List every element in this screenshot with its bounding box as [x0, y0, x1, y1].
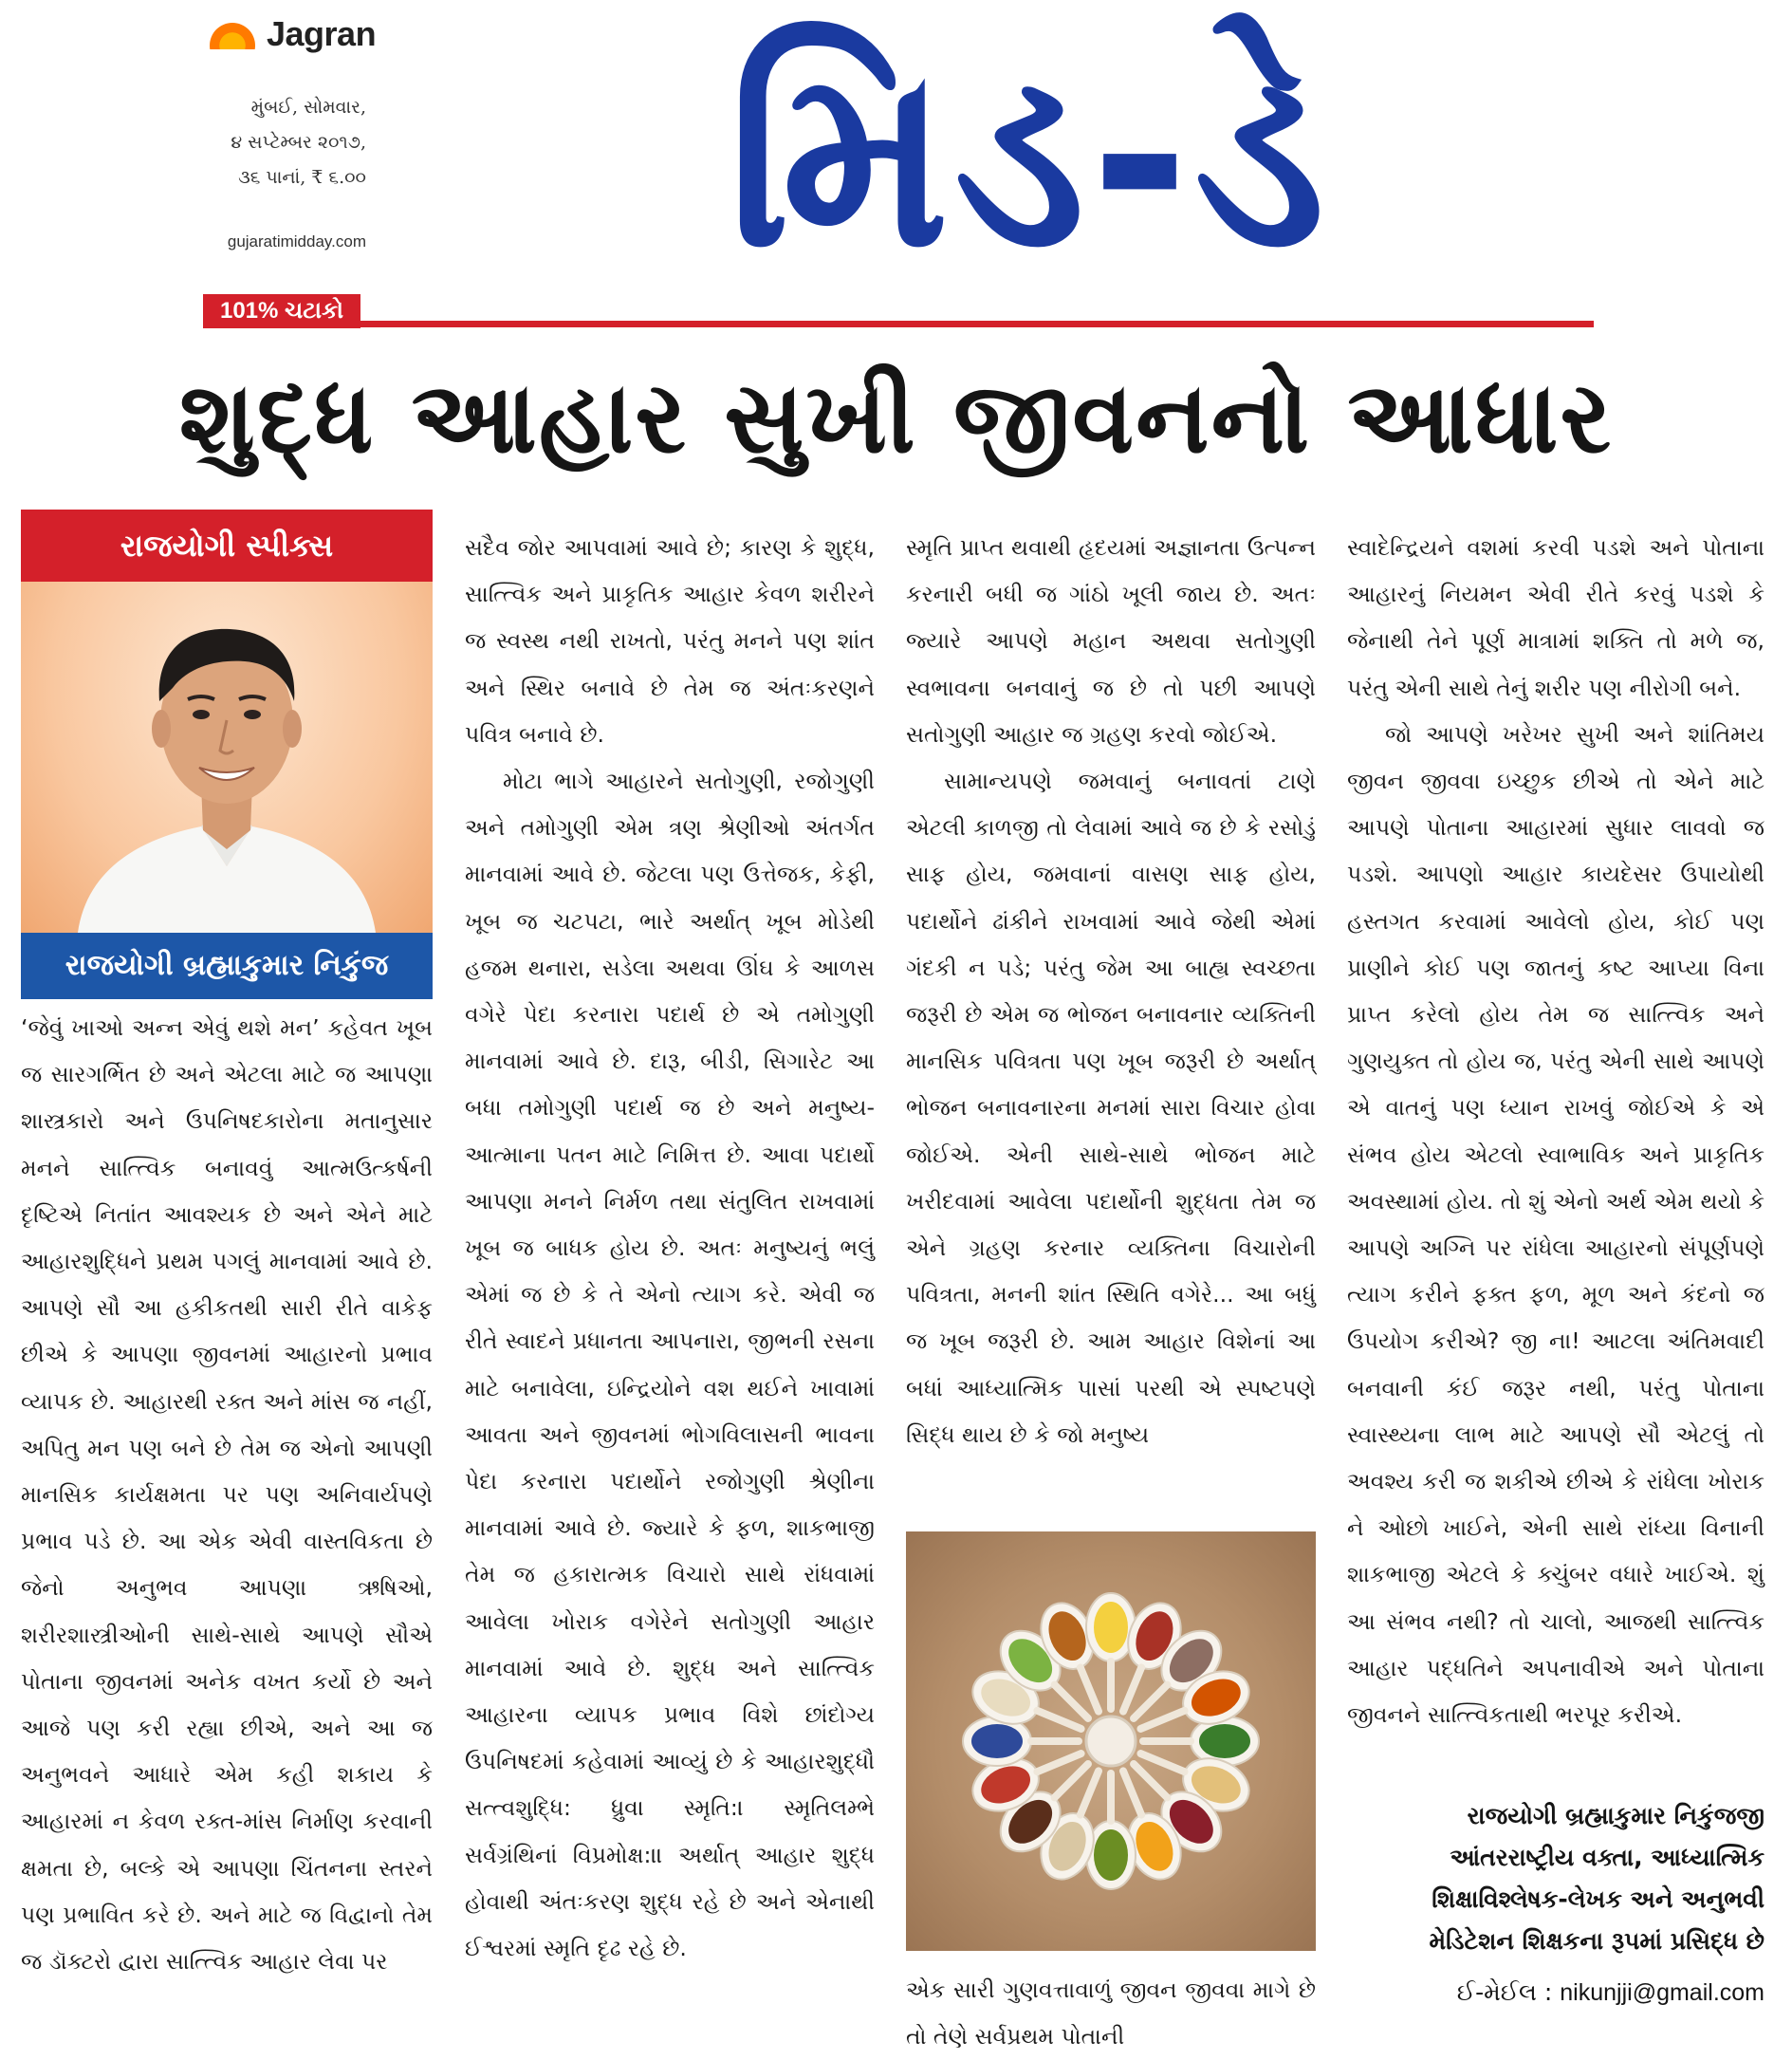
- food-bowls-icon: [906, 1531, 1316, 1951]
- signoff-name: રાજયોગી બ્રહ્માકુમાર નિકુંજજી: [1467, 1802, 1764, 1829]
- food-bowls-photo: [906, 1531, 1316, 1951]
- author-box: [21, 510, 433, 999]
- article-column-1: [21, 1005, 433, 1985]
- article-headline: શુદ્ધ આહાર સુખી જીવનનો આધાર: [178, 360, 1614, 475]
- article-paragraph: સ્વાદેન્દ્રિયને વશમાં કરવી પડશે અને પોતાના આહારનું નિયમન એવી રીતે કરવું પડશે કે જેનાથી તેને પૂર્ણ માત્રામાં શક્તિ તો મળે જ, પરંતુ એની સાથે તેનું શરીર પણ નીરોગી બને.: [1347, 534, 1764, 701]
- column-tag: રાજયોગી સ્પીક્સ: [21, 510, 433, 582]
- signoff-title-1: આંતરરાષ્ટ્રીય વક્તા, આધ્યાત્મિક: [1450, 1844, 1764, 1871]
- email-address[interactable]: nikunjji@gmail.com: [1560, 1979, 1764, 2006]
- article-column-4: [1347, 525, 1764, 1738]
- article-paragraph: એક સારી ગુણવત્તાવાળું જીવન જીવવા માગે છે તો તેણે સર્વપ્રથમ પોતાની: [906, 1976, 1316, 2051]
- article-paragraph: મોટા ભાગે આહારને સતોગુણી, રજોગુણી અને તમોગુણી એમ ત્રણ શ્રેણીઓ અંતર્ગત માનવામાં આવે છે. જેટલા પણ ઉત્તેજક, કેફી, ખૂબ જ ચટપટા, ભારે અર્થાત્ ખૂબ મોડેથી હજમ થનારા, સડેલા અથવા ઊંઘ કે આળસ વગેરે પેદા કરનારા પદાર્થ છે એ તમોગુણી માનવામાં આવે છે. દારૂ, બીડી, સિગારેટ આ બધા તમોગુણી પદાર્થ જ છે અને મનુષ્ય-આત્માના પતન માટે નિમિત્ત છે. આવા પદાર્થો આપણા મનને નિર્મળ તથા સંતુલિત રાખવામાં ખૂબ જ બાધક હોય છે. અતઃ મનુષ્યનું ભલું એમાં જ છે કે તે એનો ત્યાગ કરે. એવી જ રીતે સ્વાદને પ્રધાનતા આપનારા, જીભની રસના માટે બનાવેલા, ઇન્દ્રિયોને વશ થઈને ખાવામાં આવતા અને જીવનમાં ભોગવિલાસની ભાવના પેદા કરનારા પદાર્થોને રજોગુણી શ્રેણીના માનવામાં આવે છે. જ્યારે કે ફળ, શાકભાજી તેમ જ હકારાત્મક વિચારો સાથે રાંધવામાં આવેલા ખોરાક વગેરેને સતોગુણી આહાર માનવામાં આવે છે. શુદ્ધ અને સાત્ત્વિક આહારના વ્યાપક પ્રભાવ વિશે છાંદોગ્ય ઉપનિષદમાં કહેવામાં આવ્યું છે કે આહારશુદ્ધૌ સત્ત્વશુદ્ધિ: ધ્રુવા સ્મૃતિ:। સ્મૃતિલમ્ભે સર્વગ્રંથિનાં વિપ્રમોક્ષ:॥ અર્થાત્ આહાર શુદ્ધ હોવાથી અંતઃકરણ શુદ્ધ રહે છે અને એનાથી ઈશ્વરમાં સ્મૃતિ દૃઢ રહે છે.: [465, 768, 875, 1962]
- article-column-3-continued: [906, 1967, 1316, 2060]
- jagran-logo[interactable]: [204, 13, 376, 55]
- brand-title: મિડ-ડે: [728, 11, 1331, 303]
- sun-icon: [204, 19, 261, 49]
- masthead-divider: [360, 321, 1594, 327]
- edition-city-day: મુંબઈ, સોમવાર,: [250, 97, 366, 118]
- author-portrait-photo: [21, 582, 433, 933]
- author-portrait-icon: [21, 582, 433, 933]
- signoff-title-3: મેડિટેશન શિક્ષકના રૂપમાં પ્રસિદ્ધ છે: [1429, 1927, 1764, 1955]
- author-caption: રાજયોગી બ્રહ્માકુમાર નિકુંજ: [21, 933, 433, 999]
- edition-pages-price: ૩૬ પાનાં, ₹ ૬.૦૦: [238, 167, 366, 188]
- edition-date: ૪ સપ્ટેમ્બર ૨૦૧૭,: [231, 132, 366, 153]
- article-paragraph: જો આપણે ખરેખર સુખી અને શાંતિમય જીવન જીવવા ઇચ્છુક છીએ તો એને માટે આપણે પોતાના આહારમાં સુધાર લાવવો જ પડશે. આપણો આહાર કાયદેસર ઉપાયોથી હસ્તગત કરવામાં આવેલો હોય, કોઈ પણ પ્રાણીને કોઈ પણ જાતનું કષ્ટ આપ્યા વિના પ્રાપ્ત કરેલો હોય તેમ જ સાત્ત્વિક અને ગુણયુક્ત તો હોય જ, પરંતુ એની સાથે આપણે એ વાતનું પણ ધ્યાન રાખવું જોઈએ કે એ સંભવ હોય એટલો સ્વાભાવિક અને પ્રાકૃતિક અવસ્થામાં હોય. તો શું એનો અર્થ એમ થયો કે આપણે અગ્નિ પર રાંધેલા આહારનો સંપૂર્ણપણે ત્યાગ કરીને ફક્ત ફળ, મૂળ અને કંદનો જ ઉપયોગ કરીએ? જી ના! આટલા અંતિમવાદી બનવાની કંઈ જરૂર નથી, પરંતુ પોતાના સ્વાસ્થ્યના લાભ માટે આપણે સૌ એટલું તો અવશ્ય કરી જ શકીએ છીએ કે રાંધેલા ખોરાક ને ઓછો ખાઈને, એની સાથે રાંધ્યા વિનાની શાકભાજી એટલે કે ક્ચુંબર વધારે ખાઈએ. શું આ સંભવ નથી? તો ચાલો, આજથી સાત્ત્વિક આહાર પદ્ધતિને અપનાવીએ અને પોતાના જીવનને સાત્ત્વિકતાથી ભરપૂર કરીએ.: [1347, 720, 1764, 1729]
- article-paragraph: ‘જેવું ખાઓ અન્ન એવું થશે મન’ કહેવત ખૂબ જ સારગર્ભિત છે અને એટલા માટે જ આપણા શાસ્ત્રકારો અને ઉપનિષદકારોના મતાનુસાર મનને સાત્ત્વિક બનાવવું આત્મઉત્કર્ષની દૃષ્ટિએ નિતાંત આવશ્યક છે અને એને માટે આહારશુદ્ધિને પ્રથમ પગલું માનવામાં આવે છે. આપણે સૌ આ હકીકતથી સારી રીતે વાકેફ છીએ કે આપણા જીવનમાં આહારનો પ્રભાવ વ્યાપક છે. આહારથી રક્ત અને માંસ જ નહીં, અપિતુ મન પણ બને છે તેમ જ એનો આપણી માનસિક કાર્યક્ષમતા પર પણ અનિવાર્યપણે પ્રભાવ પડે છે. આ એક એવી વાસ્તવિકતા છે જેનો અનુભવ આપણા ઋષિઓ, શરીરશાસ્ત્રીઓની સાથે-સાથે આપણે સૌએ પોતાના જીવનમાં અનેક વખત કર્યો છે અને આજે પણ કરી રહ્યા છીએ, અને આ જ અનુભવને આધારે એમ કહી શકાય કે આહારમાં ન કેવળ રક્ત-માંસ નિર્માણ કરવાની ક્ષમતા છે, બલ્કે એ આપણા ચિંતનના સ્તરને પણ પ્રભાવિત કરે છે. અને માટે જ વિદ્વાનો તેમ જ ડૉક્ટરો દ્વારા સાત્ત્વિક આહાર લેવા પર: [21, 1014, 433, 1976]
- email-label: ઈ-મેઈલ :: [1456, 1978, 1553, 2006]
- tagline-badge: 101% ચટાકો: [203, 294, 360, 328]
- article-paragraph: સદૈવ જોર આપવામાં આવે છે; કારણ કે શુદ્ધ, સાત્ત્વિક અને પ્રાકૃતિક આહાર કેવળ શરીરને જ સ્વસ્થ નથી રાખતો, પરંતુ મનને પણ શાંત અને સ્થિર બનાવે છે તેમ જ અંતઃકરણને પવિત્ર બનાવે છે.: [465, 534, 875, 748]
- author-signoff: [1347, 1795, 1764, 1962]
- signoff-title-2: શિક્ષાવિશ્લેષક-લેખક અને અનુભવી: [1432, 1885, 1764, 1913]
- email-line: [1347, 1972, 1764, 2014]
- edition-info: [152, 90, 366, 195]
- article-column-3: [906, 525, 1316, 1458]
- article-paragraph: સામાન્યપણે જમવાનું બનાવતાં ટાણે એટલી કાળજી તો લેવામાં આવે જ છે કે રસોડું સાફ હોય, જમવાનાં વાસણ સાફ હોય, પદાર્થોને ઢાંકીને રાખવામાં આવે જેથી એમાં ગંદકી ન પડે; પરંતુ જેમ આ બાહ્ય સ્વચ્છતા જરૂરી છે એમ જ ભોજન બનાવનાર વ્યક્તિની માનસિક પવિત્રતા પણ ખૂબ જરૂરી છે અર્થાત્ ભોજન બનાવનારના મનમાં સારા વિચાર હોવા જોઈએ. એની સાથે-સાથે ભોજન માટે ખરીદવામાં આવેલા પદાર્થોની શુદ્ધતા તેમ જ એને ગ્રહણ કરનાર વ્યક્તિના વિચારોની પવિત્રતા, મનની શાંત સ્થિતિ વગેરે... આ બધું જ ખૂબ જરૂરી છે. આમ આહાર વિશેનાં આ બધાં આધ્યાત્મિક પાસાં પરથી એ સ્પષ્ટપણે સિદ્ધ થાય છે કે જો મનુષ્ય: [906, 768, 1316, 1448]
- article-paragraph: સ્મૃતિ પ્રાપ્ત થવાથી હૃદયમાં અજ્ઞાનતા ઉત્પન્ન કરનારી બધી જ ગાંઠો ખૂલી જાય છે. અતઃ જ્યારે આપણે મહાન અથવા સતોગુણી સ્વભાવના બનવાનું જ છે તો પછી આપણે સતોગુણી આહાર જ ગ્રહણ કરવો જોઈએ.: [906, 534, 1316, 748]
- publisher-logo-text: Jagran: [267, 14, 377, 53]
- masthead: [0, 0, 1792, 332]
- article-column-2: [465, 525, 875, 1972]
- website-link[interactable]: gujaratimidday.com: [227, 232, 366, 251]
